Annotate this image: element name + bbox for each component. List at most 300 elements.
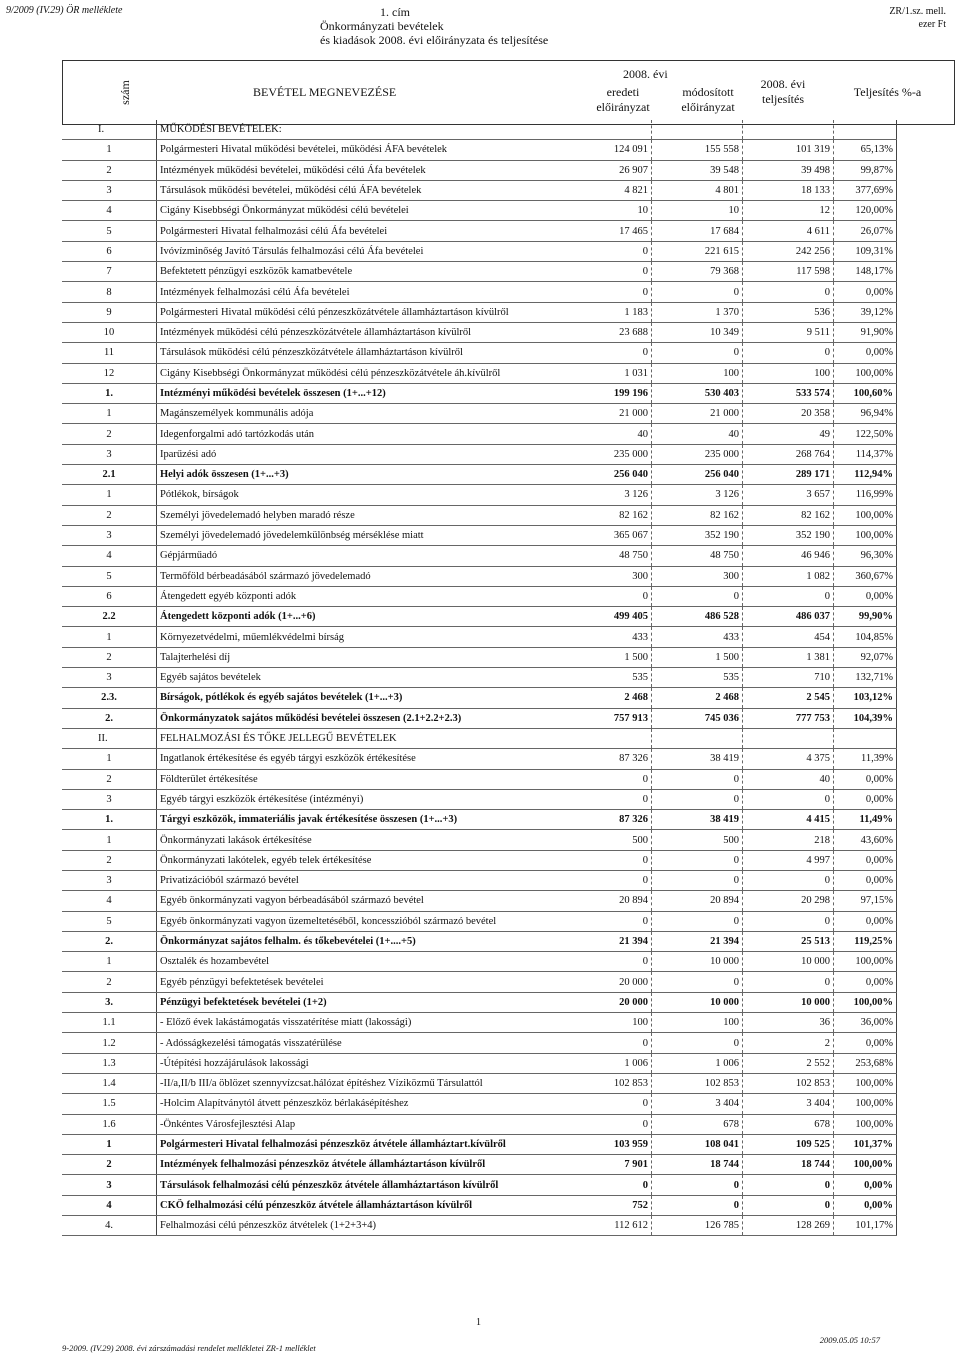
row-description: Környezetvédelmi, műemlékvédelmi bírság: [157, 627, 562, 647]
annex-number: ZR/1.sz. mell.: [889, 6, 946, 17]
modified-budget: 82 162: [652, 505, 743, 525]
row-number: 2.3.: [62, 688, 157, 708]
performance-value: 100: [743, 363, 834, 383]
page-number: 1: [476, 1317, 481, 1328]
performance-percent: 101,37%: [834, 1134, 897, 1154]
modified-budget: 79 368: [652, 262, 743, 282]
row-number: 1: [62, 830, 157, 850]
table-row: [62, 383, 897, 403]
modified-budget: 530 403: [652, 383, 743, 403]
modified-budget: 1 006: [652, 1053, 743, 1073]
performance-percent: 377,69%: [834, 180, 897, 200]
row-number: 8: [62, 282, 157, 302]
performance-value: 102 853: [743, 1073, 834, 1093]
original-budget: 0: [561, 241, 652, 261]
original-budget: 1 500: [561, 647, 652, 667]
original-budget: 0: [561, 769, 652, 789]
modified-budget: 3 404: [652, 1094, 743, 1114]
title-line-1: 1. cím: [380, 5, 410, 19]
performance-percent: [834, 120, 897, 140]
performance-percent: 119,25%: [834, 931, 897, 951]
row-description: Idegenforgalmi adó tartózkodás után: [157, 424, 562, 444]
row-number: 4: [62, 1195, 157, 1215]
original-budget: 102 853: [561, 1073, 652, 1093]
table-row: [62, 566, 897, 586]
performance-value: 20 298: [743, 891, 834, 911]
original-budget: 20 894: [561, 891, 652, 911]
row-number: 1: [62, 952, 157, 972]
modified-budget: 0: [652, 789, 743, 809]
modified-budget: 1 370: [652, 302, 743, 322]
row-description: Egyéb önkormányzati vagyon üzemeltetéséből, koncesszióból származó bevétel: [157, 911, 562, 931]
original-budget: 0: [561, 850, 652, 870]
original-budget: 26 907: [561, 160, 652, 180]
table-row: [62, 140, 897, 160]
table-row: [62, 444, 897, 464]
modified-budget: 0: [652, 1175, 743, 1195]
row-description: Polgármesteri Hivatal felhalmozási célú Áfa bevételei: [157, 221, 562, 241]
original-budget: [561, 728, 652, 748]
row-description: Egyéb pénzügyi befektetések bevételei: [157, 972, 562, 992]
row-description: -Önkéntes Városfejlesztési Alap: [157, 1114, 562, 1134]
table-row: [62, 120, 897, 140]
row-description: Termőföld bérbeadásából származó jövedelemadó: [157, 566, 562, 586]
table-row: [62, 1195, 897, 1215]
modified-budget: 38 419: [652, 810, 743, 830]
performance-value: 4 415: [743, 810, 834, 830]
modified-budget: 4 801: [652, 180, 743, 200]
table-row: [62, 586, 897, 606]
performance-percent: 112,94%: [834, 465, 897, 485]
performance-value: 536: [743, 302, 834, 322]
row-description: Pénzügyi befektetések bevételei (1+2): [157, 992, 562, 1012]
col-performance-header: 2008. évi teljesítés: [760, 77, 806, 106]
row-description: Egyéb önkormányzati vagyon bérbeadásából származó bevétel: [157, 891, 562, 911]
performance-percent: 120,00%: [834, 201, 897, 221]
table-row: [62, 1053, 897, 1073]
row-number: 2.1: [62, 465, 157, 485]
performance-percent: 92,07%: [834, 647, 897, 667]
performance-value: 2 545: [743, 688, 834, 708]
performance-percent: 100,00%: [834, 992, 897, 1012]
row-number: 2.: [62, 931, 157, 951]
performance-value: 1 082: [743, 566, 834, 586]
modified-budget: 535: [652, 668, 743, 688]
row-number: 2: [62, 1155, 157, 1175]
col-original-header: eredeti előirányzat: [596, 85, 650, 114]
document-title: [320, 5, 640, 47]
row-number: 10: [62, 322, 157, 342]
modified-budget: 256 040: [652, 465, 743, 485]
table-row: [62, 830, 897, 850]
row-number: 7: [62, 262, 157, 282]
performance-percent: 100,00%: [834, 1155, 897, 1175]
original-budget: 0: [561, 911, 652, 931]
original-budget: 1 031: [561, 363, 652, 383]
performance-percent: 0,00%: [834, 1195, 897, 1215]
performance-percent: 100,00%: [834, 1114, 897, 1134]
performance-percent: 96,94%: [834, 404, 897, 424]
original-budget: 752: [561, 1195, 652, 1215]
performance-value: 10 000: [743, 992, 834, 1012]
row-number: 12: [62, 363, 157, 383]
performance-value: 9 511: [743, 322, 834, 342]
performance-percent: 0,00%: [834, 850, 897, 870]
table-row: [62, 1134, 897, 1154]
original-budget: 112 612: [561, 1216, 652, 1236]
performance-percent: 0,00%: [834, 282, 897, 302]
original-budget: 3 126: [561, 485, 652, 505]
row-number: 2: [62, 769, 157, 789]
table-row: [62, 728, 897, 748]
performance-value: 46 946: [743, 546, 834, 566]
performance-percent: 26,07%: [834, 221, 897, 241]
row-number: 4: [62, 891, 157, 911]
original-budget: 256 040: [561, 465, 652, 485]
row-number: I.: [62, 120, 157, 140]
table-row: [62, 607, 897, 627]
performance-value: 1 381: [743, 647, 834, 667]
performance-percent: 39,12%: [834, 302, 897, 322]
row-number: 2.2: [62, 607, 157, 627]
row-description: - Adósságkezelési támogatás visszatérülése: [157, 1033, 562, 1053]
row-number: 6: [62, 241, 157, 261]
modified-budget: 108 041: [652, 1134, 743, 1154]
row-description: Társulások működési bevételei, működési célú ÁFA bevételek: [157, 180, 562, 200]
performance-value: 3 404: [743, 1094, 834, 1114]
modified-budget: 1 500: [652, 647, 743, 667]
table-row: [62, 810, 897, 830]
row-description: -II/a,II/b III/a öblözet szennyvízcsat.hálózat építéshez Víziközmű Társulattól: [157, 1073, 562, 1093]
modified-budget: 0: [652, 870, 743, 890]
row-number: 2: [62, 505, 157, 525]
modified-budget: 102 853: [652, 1073, 743, 1093]
performance-value: 0: [743, 282, 834, 302]
performance-value: [743, 728, 834, 748]
col-name-header: BEVÉTEL MEGNEVEZÉSE: [253, 85, 397, 99]
modified-budget: 235 000: [652, 444, 743, 464]
row-description: Talajterhelési díj: [157, 647, 562, 667]
original-budget: 757 913: [561, 708, 652, 728]
row-description: Magánszemélyek kommunális adója: [157, 404, 562, 424]
table-row: [62, 465, 897, 485]
row-number: 1: [62, 485, 157, 505]
row-description: Személyi jövedelemadó helyben maradó része: [157, 505, 562, 525]
performance-percent: 99,90%: [834, 607, 897, 627]
performance-value: [743, 120, 834, 140]
row-description: Intézményi működési bevételek összesen (1+...+12): [157, 383, 562, 403]
row-description: Tárgyi eszközök, immateriális javak értékesítése összesen (1+...+3): [157, 810, 562, 830]
footer-timestamp: 2009.05.05 10:57: [819, 1335, 880, 1345]
annex-info: [889, 5, 946, 31]
performance-percent: 360,67%: [834, 566, 897, 586]
performance-value: 454: [743, 627, 834, 647]
performance-percent: 132,71%: [834, 668, 897, 688]
row-number: 2: [62, 424, 157, 444]
table-row: [62, 992, 897, 1012]
original-budget: 0: [561, 870, 652, 890]
table-row: [62, 241, 897, 261]
row-number: 5: [62, 911, 157, 931]
row-description: Polgármesteri Hivatal működési célú pénzeszközátvétele államháztartáson kívülről: [157, 302, 562, 322]
row-description: CKÖ felhalmozási célú pénzeszköz átvétele államháztartáson kívülről: [157, 1195, 562, 1215]
row-description: Társulások működési célú pénzeszközátvétele államháztartáson kívülről: [157, 343, 562, 363]
performance-percent: 97,15%: [834, 891, 897, 911]
row-number: 1: [62, 749, 157, 769]
performance-value: 0: [743, 1195, 834, 1215]
row-description: Önkormányzat sajátos felhalm. és tőkebevételei (1+....+5): [157, 931, 562, 951]
performance-percent: 11,39%: [834, 749, 897, 769]
original-budget: 433: [561, 627, 652, 647]
row-description: Polgármesteri Hivatal felhalmozási pénzeszköz átvétele államháztart.kívülről: [157, 1134, 562, 1154]
performance-percent: 104,39%: [834, 708, 897, 728]
row-description: Átengedett egyéb központi adók: [157, 586, 562, 606]
row-description: Helyi adók összesen (1+...+3): [157, 465, 562, 485]
row-number: 3: [62, 180, 157, 200]
row-number: 4: [62, 546, 157, 566]
row-description: Privatizációból származó bevétel: [157, 870, 562, 890]
original-budget: 300: [561, 566, 652, 586]
row-description: Felhalmozási célú pénzeszköz átvételek (1+2+3+4): [157, 1216, 562, 1236]
table-row: [62, 424, 897, 444]
table-row: [62, 1094, 897, 1114]
original-budget: 0: [561, 1033, 652, 1053]
performance-percent: 100,00%: [834, 952, 897, 972]
row-number: 2.: [62, 708, 157, 728]
original-budget: 1 006: [561, 1053, 652, 1073]
row-number: 9: [62, 302, 157, 322]
performance-percent: 114,37%: [834, 444, 897, 464]
modified-budget: 352 190: [652, 525, 743, 545]
performance-percent: 0,00%: [834, 911, 897, 931]
modified-budget: 100: [652, 1013, 743, 1033]
row-description: Iparűzési adó: [157, 444, 562, 464]
performance-value: 20 358: [743, 404, 834, 424]
performance-value: 18 133: [743, 180, 834, 200]
performance-percent: 100,00%: [834, 1073, 897, 1093]
performance-percent: 100,00%: [834, 525, 897, 545]
row-number: 2: [62, 647, 157, 667]
original-budget: 500: [561, 830, 652, 850]
row-description: Önkormányzatok sajátos működési bevételei összesen (2.1+2.2+2.3): [157, 708, 562, 728]
performance-percent: 100,00%: [834, 363, 897, 383]
modified-budget: 40: [652, 424, 743, 444]
modified-budget: 0: [652, 586, 743, 606]
row-description: - Előző évek lakástámogatás visszatérítése miatt (lakossági): [157, 1013, 562, 1033]
row-number: 1.1: [62, 1013, 157, 1033]
row-description: Átengedett központi adók (1+...+6): [157, 607, 562, 627]
performance-value: 218: [743, 830, 834, 850]
row-number: 1.: [62, 383, 157, 403]
row-number: 1.: [62, 810, 157, 830]
table-row: [62, 221, 897, 241]
table-row: [62, 282, 897, 302]
table-row: [62, 708, 897, 728]
modified-budget: 18 744: [652, 1155, 743, 1175]
performance-percent: 148,17%: [834, 262, 897, 282]
row-number: 1: [62, 1134, 157, 1154]
modified-budget: 126 785: [652, 1216, 743, 1236]
performance-percent: 100,00%: [834, 505, 897, 525]
original-budget: 0: [561, 282, 652, 302]
performance-percent: 36,00%: [834, 1013, 897, 1033]
performance-percent: 116,99%: [834, 485, 897, 505]
table-row: [62, 647, 897, 667]
performance-value: 0: [743, 1175, 834, 1195]
row-description: Cigány Kisebbségi Önkormányzat működési célú bevételei: [157, 201, 562, 221]
performance-percent: 65,13%: [834, 140, 897, 160]
modified-budget: 39 548: [652, 160, 743, 180]
table-row: [62, 1013, 897, 1033]
table-row: [62, 668, 897, 688]
performance-value: 128 269: [743, 1216, 834, 1236]
row-number: 1.4: [62, 1073, 157, 1093]
footer-reference: 9-2009. (IV.29) 2008. évi zárszámadási rendelet mellékletei ZR-1 melléklet: [62, 1343, 316, 1353]
table-row: [62, 850, 897, 870]
table-row: [62, 1175, 897, 1195]
performance-value: 2 552: [743, 1053, 834, 1073]
original-budget: 0: [561, 262, 652, 282]
original-budget: 0: [561, 343, 652, 363]
table-row: [62, 972, 897, 992]
table-row: [62, 404, 897, 424]
performance-percent: 100,60%: [834, 383, 897, 403]
original-budget: 2 468: [561, 688, 652, 708]
table-row: [62, 1073, 897, 1093]
table-header: [62, 60, 955, 125]
row-description: Ingatlanok értékesítése és egyéb tárgyi eszközök értékesítése: [157, 749, 562, 769]
row-number: 5: [62, 566, 157, 586]
original-budget: 21 000: [561, 404, 652, 424]
row-description: Ivóvízminőség Javító Társulás felhalmozási célú Áfa bevételei: [157, 241, 562, 261]
performance-percent: 11,49%: [834, 810, 897, 830]
row-description: Egyéb tárgyi eszközök értékesítése (intézményi): [157, 789, 562, 809]
performance-value: 533 574: [743, 383, 834, 403]
row-description: Intézmények működési bevételei, működési célú Áfa bevételek: [157, 160, 562, 180]
original-budget: 23 688: [561, 322, 652, 342]
row-description: -Útépítési hozzájárulások lakossági: [157, 1053, 562, 1073]
performance-value: 12: [743, 201, 834, 221]
modified-budget: 433: [652, 627, 743, 647]
original-budget: 48 750: [561, 546, 652, 566]
original-budget: 82 162: [561, 505, 652, 525]
modified-budget: 38 419: [652, 749, 743, 769]
modified-budget: 678: [652, 1114, 743, 1134]
row-number: 1: [62, 140, 157, 160]
modified-budget: 2 468: [652, 688, 743, 708]
row-description: Személyi jövedelemadó jövedelemkülönbség mérséklése miatt: [157, 525, 562, 545]
performance-value: 25 513: [743, 931, 834, 951]
original-budget: 0: [561, 1094, 652, 1114]
original-budget: 1 183: [561, 302, 652, 322]
row-number: 4: [62, 201, 157, 221]
col-percent-header: Teljesítés %-a: [853, 85, 922, 99]
col-modified-header: módosított előirányzat: [681, 85, 735, 114]
performance-value: 36: [743, 1013, 834, 1033]
performance-value: 0: [743, 870, 834, 890]
table-row: [62, 1216, 897, 1236]
row-number: 6: [62, 586, 157, 606]
modified-budget: 221 615: [652, 241, 743, 261]
performance-percent: 0,00%: [834, 870, 897, 890]
table-row: [62, 911, 897, 931]
table-row: [62, 1155, 897, 1175]
original-budget: 87 326: [561, 749, 652, 769]
performance-value: 82 162: [743, 505, 834, 525]
table-row: [62, 546, 897, 566]
row-number: 3: [62, 789, 157, 809]
row-number: 11: [62, 343, 157, 363]
performance-value: 242 256: [743, 241, 834, 261]
row-number: 1: [62, 627, 157, 647]
original-budget: 40: [561, 424, 652, 444]
row-description: -Holcim Alapítványtól átvett pénzeszköz bérlakásépítéshez: [157, 1094, 562, 1114]
performance-percent: 122,50%: [834, 424, 897, 444]
table-row: [62, 870, 897, 890]
row-description: Gépjárműadó: [157, 546, 562, 566]
performance-value: 39 498: [743, 160, 834, 180]
modified-budget: 0: [652, 911, 743, 931]
row-description: Földterület értékesítése: [157, 769, 562, 789]
table-row: [62, 201, 897, 221]
table-row: [62, 891, 897, 911]
col-year-header: 2008. évi: [623, 67, 668, 81]
original-budget: 7 901: [561, 1155, 652, 1175]
table-row: [62, 180, 897, 200]
row-number: 3.: [62, 992, 157, 1012]
original-budget: 499 405: [561, 607, 652, 627]
modified-budget: 0: [652, 1033, 743, 1053]
table-row: [62, 160, 897, 180]
table-row: [62, 485, 897, 505]
performance-percent: 109,31%: [834, 241, 897, 261]
row-description: Intézmények felhalmozási célú Áfa bevételei: [157, 282, 562, 302]
modified-budget: 100: [652, 363, 743, 383]
table-row: [62, 525, 897, 545]
row-description: MŰKÖDÉSI BEVÉTELEK:: [157, 120, 562, 140]
row-description: Intézmények működési célú pénzeszközátvétele államháztartáson kívülről: [157, 322, 562, 342]
performance-percent: 0,00%: [834, 1033, 897, 1053]
modified-budget: 10: [652, 201, 743, 221]
row-description: Önkormányzati lakások értékesítése: [157, 830, 562, 850]
performance-value: 40: [743, 769, 834, 789]
performance-percent: [834, 728, 897, 748]
table-row: [62, 1114, 897, 1134]
decree-reference: 9/2009 (IV.29) ÖR melléklete: [6, 5, 123, 16]
modified-budget: 500: [652, 830, 743, 850]
performance-value: 109 525: [743, 1134, 834, 1154]
performance-value: 3 657: [743, 485, 834, 505]
performance-percent: 100,00%: [834, 1094, 897, 1114]
row-description: Intézmények felhalmozási pénzeszköz átvétele államháztartáson kívülről: [157, 1155, 562, 1175]
table-row: [62, 931, 897, 951]
performance-value: 710: [743, 668, 834, 688]
modified-budget: 0: [652, 282, 743, 302]
modified-budget: 17 684: [652, 221, 743, 241]
performance-percent: 0,00%: [834, 972, 897, 992]
table-row: [62, 322, 897, 342]
modified-budget: 48 750: [652, 546, 743, 566]
table-row: [62, 343, 897, 363]
performance-percent: 0,00%: [834, 789, 897, 809]
original-budget: 10: [561, 201, 652, 221]
modified-budget: [652, 120, 743, 140]
row-description: Egyéb sajátos bevételek: [157, 668, 562, 688]
original-budget: 535: [561, 668, 652, 688]
modified-budget: 10 000: [652, 952, 743, 972]
row-number: 3: [62, 668, 157, 688]
original-budget: 199 196: [561, 383, 652, 403]
